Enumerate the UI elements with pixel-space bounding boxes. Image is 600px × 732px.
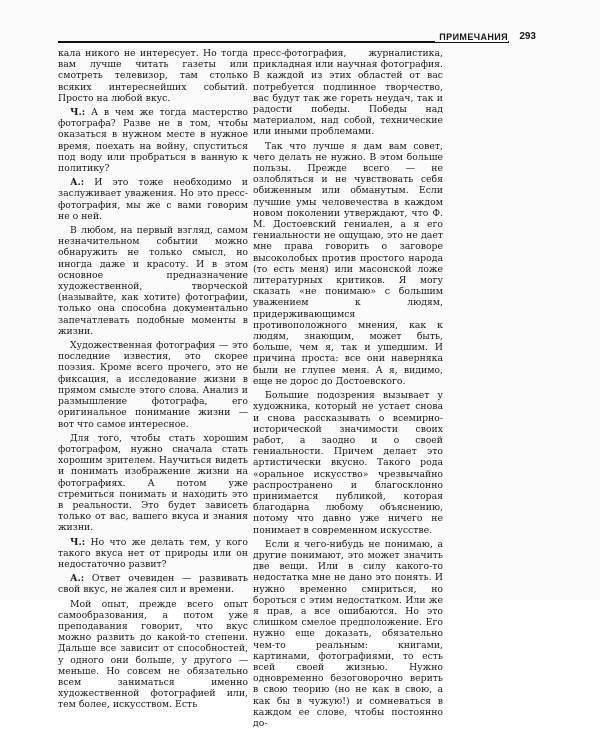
paragraph-text: В любом, на первый взгляд, самом незначительном событии можно обнаружить не только смысл, но иногда даже и красоту. И в этом основное предназначение художественной, творческой (называйте, как хотите) фотографии, только она способна документально запечатлевать подобные моменты в жизни. — [58, 225, 248, 337]
speaker-label: Ч.: — [70, 107, 86, 119]
right-column — [253, 48, 443, 732]
left-column — [58, 48, 248, 714]
paragraph-text: Художественная фотография — это последние известия, это скорее поэзия. Кроме всего прочего, это не фиксация, а исследование жизни в прямом смысле этого слова. Анализ и размышление фотографа, его оригинальное понимание жизни — вот что самое интересное. — [58, 340, 248, 430]
paragraph — [58, 225, 248, 337]
paragraph-text: Так что лучше я дам вам совет, чего делать не нужно. В этом больше пользы. Прежде всего — не озлобляться и не чувствовать себя обиженным или обманутым. Если лучшие умы человечества в каждом новом поколении утверждают, что Ф. М. Достоевский гениален, а я его гениальности не ощущаю, это не дает мне права говорить о заговоре высоколобых против простого народа (то есть меня) или масонской ложе литературных критиков. Я могу сказать «не понимаю» с большим уважением к людям, придерживающимся противоположного мнения, как к людям, знающим, может быть, больше, чем я, так и ушедшим. И причина проста: все они наверняка были не глупее меня. А я, видимо, еще не дорос до Достоевского. — [253, 140, 443, 387]
speaker-label: Ч.: — [70, 536, 86, 548]
paragraph — [58, 599, 248, 711]
speaker-label: А.: — [70, 573, 85, 585]
paragraph-text: кала никого не интересует. Но тогда вам лучше читать газеты или смотреть телевизор, там столько всяких интереснейших событий. Просто на любой вкус. — [58, 48, 248, 104]
paragraph — [58, 433, 248, 534]
paragraph — [58, 537, 248, 571]
paragraph — [253, 390, 443, 536]
paragraph — [58, 48, 248, 104]
paragraph-text: А в чем же тогда мастерство фотографа? Разве не в том, чтобы оказаться в нужном месте в нужное время, поехать на войну, спуститься под воду или пробраться в ванную к политику? — [58, 107, 248, 175]
speaker-label: А.: — [70, 177, 85, 189]
paragraph — [253, 539, 443, 729]
paragraph — [58, 340, 248, 430]
section-title: ПРИМЕЧАНИЯ — [435, 32, 508, 42]
paragraph-text: Если я чего-нибудь не понимаю, а другие понимают, это может значить две вещи. Или в силу какого-то недостатка мне не дано это понять. И нужно временно смириться, но бороться с этим недостатком. Или же я прав, а все ошибаются. Но это слишком смелое предположение. Его нужно еще доказать, обязательно чем-то реальным: книгами, картинами, фотографиями, то есть всей своей жизнью. Нужно одновременно безоговорочно верить в свою теорию (но не как в свою, а как бы в чужую!) и сомневаться в каждом ее слове, чтобы постоянно до- — [253, 538, 443, 729]
paragraph — [253, 48, 443, 138]
paragraph-text: Мой опыт, прежде всего опыт самообразования, а потом уже преподавания говорит, что вкус можно развить до какой-то степени. Дальше все зависит от способностей, у одного они больше, у другого — меньше. Но совсем не обязательно всем заниматься именно художественной фотографией или, тем более, искусством. Есть — [58, 598, 248, 711]
page-number: 293 — [519, 31, 536, 42]
paragraph-text: Большие подозрения вызывает у художника, который не устает снова и снова рассказывать о всемирно-исторической значимости своих работ, а заодно и о своей гениальности. Причем делает это артистически вкусно. Такого рода «оральное искусство» чрезвычайно распространено и благосклонно принимается публикой, которая благодарна любому объяснению, потому что давно уже ничего не понимает в современном искусстве. — [253, 390, 443, 536]
paragraph-text: И это тоже необходимо и заслуживает уважения. Но это пресс-фотография, мы же с вами говорим не о ней. — [58, 177, 248, 222]
paragraph — [58, 177, 248, 222]
paragraph-text: Для того, чтобы стать хорошим фотографом, нужно сначала стать хорошим зрителем. Научиться видеть и понимать изображение жизни на фотографиях. А потом уже стремиться понимать и находить это в реальности. Это будет зависеть только от вас, вашего вкуса и знания жизни. — [58, 432, 248, 534]
paragraph-text: Ответ очевиден — развивать свой вкус, не жалея сил и времени. — [58, 573, 248, 596]
paragraph-text: Но что же делать тем, у кого такого вкуса нет от природы или он недостаточно развит? — [58, 536, 248, 570]
running-header — [0, 31, 600, 45]
paragraph — [253, 141, 443, 387]
paragraph — [58, 107, 248, 174]
paragraph — [58, 573, 248, 595]
paragraph-text: пресс-фотография, журналистика, прикладная или научная фотография. В каждой из этих областей от вас потребуется подлинное творчество, вас будут так же гореть неудач, так и радости победы. Победы над материалом, над собой, технические или иными проблемами. — [253, 48, 443, 138]
